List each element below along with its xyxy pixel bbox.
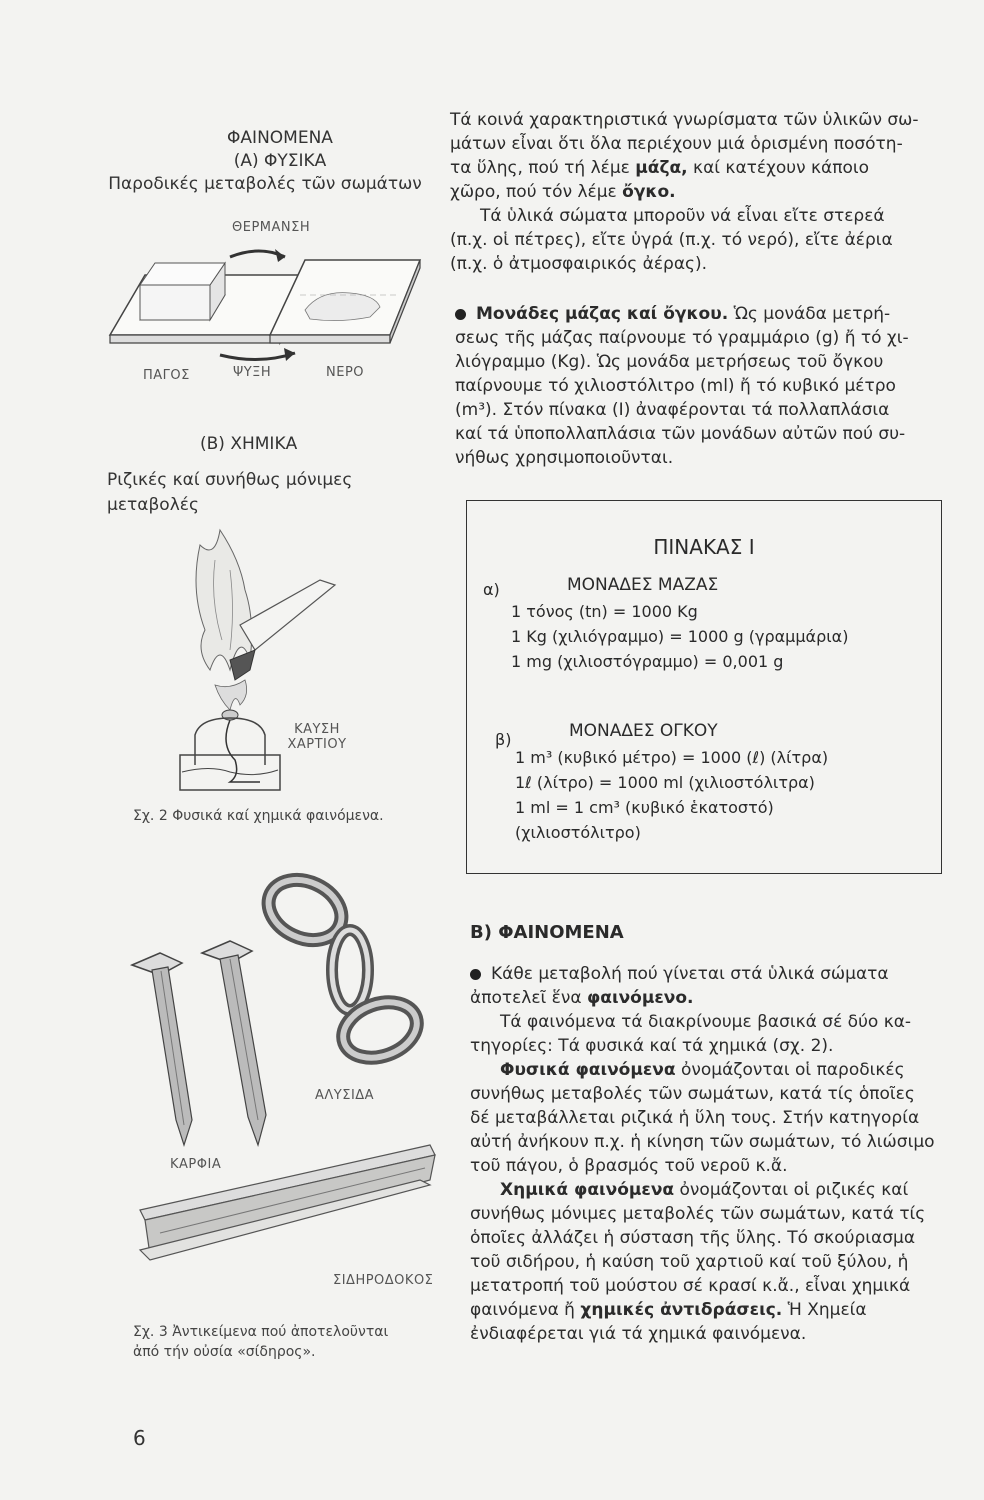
table-units-box	[466, 500, 942, 874]
intro-line-1: Τά κοινά χαρακτηριστικά γνωρίσματα τῶν ὑλικῶν σω-	[450, 110, 919, 130]
chemical-reactions-term: χημικές ἀντιδράσεις.	[580, 1300, 783, 1320]
units-line-1	[455, 302, 965, 326]
intro2-line-3: (π.χ. ὁ ἀτμοσφαιρικός ἀέρας).	[450, 254, 708, 274]
para4-line-1	[470, 1178, 968, 1202]
para3-line-3: δέ μεταβάλλεται ριζικά ἡ ὕλη τους. Στήν κατηγορία	[470, 1108, 920, 1128]
intro2-line-2: (π.χ. οἱ πέτρες), εἴτε ὑγρά (π.χ. τό νερό), εἴτε ἀέρια	[450, 230, 893, 250]
para4-line-7: ἐνδιαφέρεται γιά τά χημικά φαινόμενα.	[470, 1324, 807, 1344]
fig3-caption	[133, 1322, 388, 1362]
cooling-label: ΨΥΞΗ	[233, 365, 272, 380]
table-a-row: 1 mg (χιλιοστόγραμμο) = 0,001 g	[511, 652, 784, 671]
intro-line-3	[450, 156, 960, 180]
table-a-label: α)	[483, 580, 500, 599]
para1-text-2: ἀποτελεῖ ἕνα	[470, 988, 582, 1008]
intro-line-4a: χῶρο, πού τόν λέμε	[450, 182, 617, 202]
para3-line-5: τοῦ πάγου, ὁ βρασμός τοῦ νεροῦ κ.ἄ.	[470, 1156, 788, 1176]
units-paragraph	[455, 302, 965, 470]
phenomena-paragraphs	[470, 962, 968, 1346]
units-line-2: σεως τῆς μάζας παίρνουμε τό γραμμάριο (g) ἤ τό χι-	[455, 328, 909, 348]
ice-water-illustration	[100, 235, 430, 365]
para4-line-6	[470, 1298, 968, 1322]
ice-label: ΠΑΓΟΣ	[143, 368, 190, 383]
para4-text-7: Ἡ Χημεία	[787, 1300, 867, 1320]
left-title-phenomena: ΦΑΙΝΟΜΕΝΑ	[227, 128, 333, 148]
intro2-line-1: Τά ὑλικά σώματα μποροῦν νά εἶναι εἴτε στερεά	[480, 206, 885, 226]
table-b-label: β)	[495, 730, 512, 749]
iron-objects-illustration	[120, 855, 450, 1285]
units-line-4: παίρνουμε τό χιλιοστόλιτρο (ml) ἤ τό κυβικό μέτρο	[455, 376, 896, 396]
burning-label-1: ΚΑΥΣΗ	[294, 722, 340, 737]
units-line-6: καί τά ὑποπολλαπλάσια τῶν μονάδων αὐτῶν πού συ-	[455, 424, 906, 444]
chemical-subtitle-1: Ριζικές καί συνήθως μόνιμες	[107, 470, 353, 490]
fig3-caption-line-2: ἀπό τήν οὐσία «σίδηρος».	[133, 1344, 316, 1360]
fig3-caption-line-1: Σχ. 3 Ἀντικείμενα πού ἀποτελοῦνται	[133, 1324, 389, 1340]
water-label: ΝΕΡΟ	[326, 365, 365, 380]
nails-label: ΚΑΡΦΙΑ	[170, 1157, 222, 1172]
heating-label: ΘΕΡΜΑΝΣΗ	[232, 220, 311, 235]
para1-text-1: Κάθε μεταβολή πού γίνεται στά ὑλικά σώματα	[491, 964, 889, 984]
intro-line-3a: τα ὕλης, πού τή λέμε	[450, 158, 630, 178]
units-line-3: λιόγραμμο (Kg). Ὡς μονάδα μετρήσεως τοῦ ὄγκου	[455, 352, 884, 372]
bullet-icon	[470, 969, 481, 980]
intro-line-2: μάτων εἶναι ὅτι ὅλα περιέχουν μιά ὁρισμένη ποσότη-	[450, 134, 903, 154]
para4-line-2: συνήθως μόνιμες μεταβολές τῶν σωμάτων, κατά τίς	[470, 1204, 926, 1224]
left-title-physical: (Α) ΦΥΣΙΚΑ	[233, 151, 327, 171]
para4-line-3: ὁποῖες ἀλλάζει ἡ σύσταση τῆς ὕλης. Τό σκούριασμα	[470, 1228, 916, 1248]
table-b-heading: ΜΟΝΑΔΕΣ ΟΓΚΟΥ	[569, 721, 718, 741]
chemical-heading: (Β) ΧΗΜΙΚΑ	[200, 434, 298, 454]
phenomenon-term: φαινόμενο.	[586, 988, 694, 1008]
para3-line-4: αὐτή ἀνήκουν π.χ. ἡ κίνηση τῶν σωμάτων, τό λιώσιμο	[470, 1132, 935, 1152]
physical-phenomena-heading	[108, 128, 440, 194]
table-title: ΠΙΝΑΚΑΣ I	[653, 535, 755, 559]
para4-text-6: φαινόμενα ἤ	[470, 1300, 575, 1320]
burning-paper-label	[282, 722, 352, 752]
section-b-heading: Β) ΦΑΙΝΟΜΕΝΑ	[470, 922, 624, 943]
fig2-caption: Σχ. 2 Φυσικά καί χημικά φαινόμενα.	[133, 808, 384, 824]
intro-line-3b: καί κατέχουν κάποιο	[693, 158, 870, 178]
bullet-icon	[455, 309, 466, 320]
units-line-7: νήθως χρησιμοποιοῦνται.	[455, 448, 674, 468]
chemical-subtitle-2: μεταβολές	[107, 495, 199, 515]
table-a-row: 1 τόνος (tn) = 1000 Kg	[511, 602, 698, 621]
units-line-5: (m³). Στόν πίνακα (I) ἀναφέρονται τά πολλαπλάσια	[455, 400, 890, 420]
chemical-phenomena-term: Χημικά φαινόμενα	[500, 1180, 675, 1200]
para2-line-1: Τά φαινόμενα τά διακρίνουμε βασικά σέ δύο κα-	[500, 1012, 912, 1032]
physical-phenomena-term: Φυσικά φαινόμενα	[500, 1060, 676, 1080]
table-b-row: 1ℓ (λίτρο) = 1000 ml (χιλιοστόλιτρα)	[515, 773, 815, 792]
table-a-row: 1 Kg (χιλιόγραμμο) = 1000 g (γραμμάρια)	[511, 627, 849, 646]
beam-label: ΣΙΔΗΡΟΔΟΚΟΣ	[333, 1273, 434, 1288]
table-b-row: 1 m³ (κυβικό μέτρο) = 1000 (ℓ) (λίτρα)	[515, 748, 829, 767]
intro-paragraph	[450, 108, 960, 276]
table-a-heading: ΜΟΝΑΔΕΣ ΜΑΖΑΣ	[567, 575, 719, 595]
para3-line-1	[470, 1058, 968, 1082]
mass-term: μάζα,	[635, 158, 688, 178]
table-b-row: 1 ml = 1 cm³ (κυβικό ἑκατοστό)	[515, 798, 774, 817]
left-title-subtitle: Παροδικές μεταβολές τῶν σωμάτων	[108, 174, 422, 194]
para3-text-1: ὀνομάζονται οἱ παροδικές	[680, 1060, 905, 1080]
para1-line-1	[470, 962, 968, 986]
para1-line-2	[470, 986, 968, 1010]
page-number: 6	[133, 1426, 146, 1450]
burning-label-2: ΧΑΡΤΙΟΥ	[287, 737, 347, 752]
intro-line-4	[450, 180, 960, 204]
table-b-row: (χιλιοστόλιτρο)	[515, 823, 641, 842]
burning-paper-illustration	[160, 520, 360, 795]
volume-term: ὄγκο.	[622, 182, 676, 202]
para4-text-1: ὀνομάζονται οἱ ριζικές καί	[679, 1180, 909, 1200]
chain-label: ΑΛΥΣΙΔΑ	[315, 1088, 375, 1103]
para2-line-2: τηγορίες: Τά φυσικά καί τά χημικά (σχ. 2).	[470, 1036, 834, 1056]
table-b-rows	[515, 745, 828, 845]
units-heading: Μονάδες μάζας καί ὄγκου.	[476, 304, 729, 324]
para4-line-4: τοῦ σιδήρου, ἡ καύση τοῦ χαρτιοῦ καί τοῦ ξύλου, ἡ	[470, 1252, 909, 1272]
units-text-1: Ὡς μονάδα μετρή-	[733, 304, 891, 324]
para4-line-5: μετατροπή τοῦ μούστου σέ κρασί κ.ἄ., εἶναι χημικά	[470, 1276, 911, 1296]
para3-line-2: συνήθως μεταβολές τῶν σωμάτων, κατά τίς ὁποῖες	[470, 1084, 915, 1104]
table-a-rows	[511, 599, 848, 674]
